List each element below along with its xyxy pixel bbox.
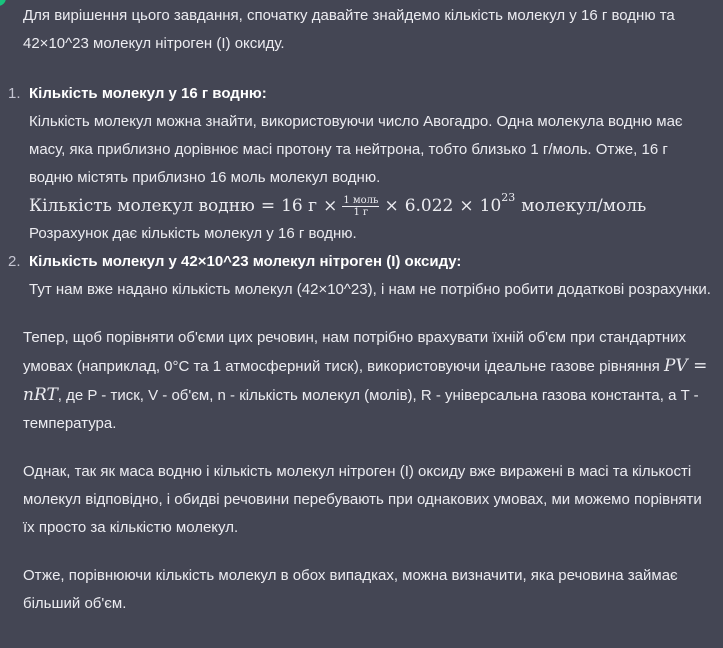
fraction-numerator: 1 моль [343,194,379,206]
steps-list [8,80,713,304]
fraction-denominator: 1 г [353,206,369,218]
gas-text-before: Тепер, щоб порівняти об'єми цих речовин, нам потрібно врахувати їхній об'єм при стандартних умовах (наприклад, 0°C та 1 атмосферний тиск), використовуючи ідеальне газове рівняння [23,329,687,375]
formula-mass: 16 г [281,196,318,216]
formula-avogadro: 6.022 [404,196,454,216]
formula-times: × [459,196,474,216]
formula-fraction [342,195,379,218]
step-result: Розрахунок дає кількість молекул у 16 г водню. [29,225,357,242]
ideal-gas-equation: PV = nRT [23,356,708,405]
list-number: 2. [8,253,21,270]
intro-paragraph: Для вирішення цього завдання, спочатку давайте знайдемо кількість молекул у 16 г водню та 42×10^23 молекул нітроген (I) оксиду. [23,7,675,52]
comparison-paragraph: Однак, так як маса водню і кількість молекул нітроген (I) оксиду вже виражені в масі та кількості молекул відповідно, і обидві речовини перебувають при однакових умовах, ми можемо порівняти їх просто за кількістю молекул. [23,463,702,536]
formula-equals: = [260,196,276,216]
power-base: 10 [479,196,502,216]
formula-times: × [384,196,399,216]
formula-lhs: Кількість молекул водню [29,196,255,216]
assistant-avatar-badge [0,0,6,6]
step-title: Кількість молекул у 16 г водню: [29,85,267,102]
formula-power [480,192,516,220]
gas-equation-paragraph [23,324,713,438]
formula-times: × [323,196,338,216]
formula-unit: молекул/моль [521,196,647,216]
formula-hydrogen-molecules [29,192,713,220]
step-body: Тут нам вже надано кількість молекул (42×10^23), і нам не потрібно робити додаткові розрахунки. [29,281,711,298]
step-body: Кількість молекул можна знайти, використовуючи число Авогадро. Одна молекула водню має масу, яка приблизно дорівнює масі протону та нейтрона, тобто близько 1 г/моль. Отже, 16 г водню містять приблизно 16 моль молекул водню. [29,113,683,186]
power-exponent: 23 [501,191,516,205]
list-item-step-1 [8,80,713,248]
list-number: 1. [8,85,21,102]
assistant-message [8,0,713,618]
conclusion-paragraph: Отже, порівнюючи кількість молекул в обох випадках, можна визначити, яка речовина займає більший об'єм. [23,567,678,612]
step-title: Кількість молекул у 42×10^23 молекул нітроген (I) оксиду: [29,253,462,270]
gas-text-after: , де P - тиск, V - об'єм, n - кількість молекул (молів), R - універсальна газова константа, а T - температура. [23,387,699,432]
list-item-step-2 [8,248,713,304]
